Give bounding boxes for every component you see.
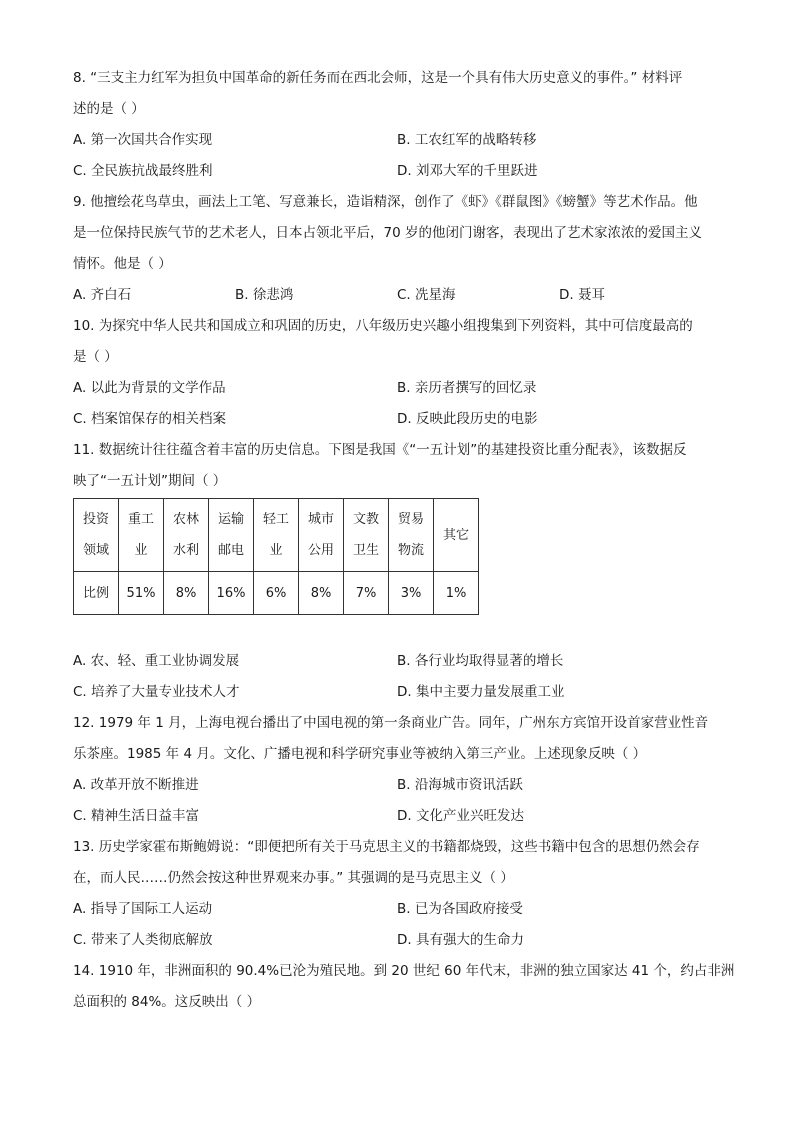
q12-option-a: A. 改革开放不断推进 (73, 777, 199, 793)
table-cell: 7% (344, 572, 389, 615)
table-header-cell: 贸易 物流 (389, 499, 434, 572)
table-cell: 8% (299, 572, 344, 615)
table-header-cell: 城市 公用 (299, 499, 344, 572)
q9-option-a: A. 齐白石 (73, 287, 132, 303)
q9-stem-line3: 情怀。他是（ ） (73, 256, 172, 272)
q9-option-b: B. 徐悲鸿 (235, 287, 294, 303)
q10-option-b: B. 亲历者撰写的回忆录 (397, 380, 537, 396)
q14-stem-line2: 总面积的 84%。这反映出（ ） (73, 994, 261, 1010)
q13-stem-line2: 在，而人民……仍然会按这种世界观来办事。” 其强调的是马克思主义（ ） (73, 870, 514, 886)
table-header-cell: 轻工 业 (254, 499, 299, 572)
q9-stem-line1: 9. 他擅绘花鸟草虫，画法上工笔、写意兼长，造诣精深，创作了《虾》《群鼠图》《螃蟹》等艺术作品。他 (73, 194, 698, 210)
q9-option-d: D. 聂耳 (559, 287, 605, 303)
q13-option-b: B. 已为各国政府接受 (397, 901, 523, 917)
table-row (74, 572, 479, 615)
q12-stem-line1: 12. 1979 年 1 月，上海电视台播出了中国电视的第一条商业广告。同年，广州东方宾馆开设首家营业性音 (73, 715, 709, 731)
q8-option-d: D. 刘邓大军的千里跃进 (397, 163, 538, 179)
table-cell: 51% (119, 572, 164, 615)
q8-option-c: C. 全民族抗战最终胜利 (73, 163, 213, 179)
table-cell: 1% (434, 572, 479, 615)
q10-option-a: A. 以此为背景的文学作品 (73, 380, 226, 396)
table-header-cell: 重工 业 (119, 499, 164, 572)
table-header-cell: 运输 邮电 (209, 499, 254, 572)
q14-stem-line1: 14. 1910 年，非洲面积的 90.4%已沦为殖民地。到 20 世纪 60 年代末，非洲的独立国家达 41 个，约占非洲 (73, 963, 735, 979)
investment-table (73, 498, 479, 615)
q11-stem-line2: 映了“一五计划”期间（ ） (73, 473, 227, 489)
table-header-cell: 文教 卫生 (344, 499, 389, 572)
q10-stem-line2: 是（ ） (73, 349, 118, 365)
q12-option-b: B. 沿海城市资讯活跃 (397, 777, 523, 793)
q12-option-c: C. 精神生活日益丰富 (73, 808, 200, 824)
q10-stem-line1: 10. 为探究中华人民共和国成立和巩固的历史，八年级历史兴趣小组搜集到下列资料，其中可信度最高的 (73, 318, 693, 334)
table-header-row (74, 499, 479, 572)
table-header-cell: 投资 领域 (74, 499, 119, 572)
q11-option-b: B. 各行业均取得显著的增长 (397, 653, 564, 669)
table-cell: 16% (209, 572, 254, 615)
q12-stem-line2: 乐茶座。1985 年 4 月。文化、广播电视和科学研究事业等被纳入第三产业。上述现象反映（ ） (73, 746, 647, 762)
q13-option-a: A. 指导了国际工人运动 (73, 901, 213, 917)
q13-option-c: C. 带来了人类彻底解放 (73, 932, 213, 948)
table-header-cell: 其它 (434, 499, 479, 572)
table-cell: 8% (164, 572, 209, 615)
q9-option-c: C. 冼星海 (397, 287, 456, 303)
table-cell: 6% (254, 572, 299, 615)
table-cell: 比例 (74, 572, 119, 615)
q12-option-d: D. 文化产业兴旺发达 (397, 808, 524, 824)
q8-stem-line2: 述的是（ ） (73, 101, 145, 117)
q8-option-a: A. 第一次国共合作实现 (73, 132, 213, 148)
table-header-cell: 农林 水利 (164, 499, 209, 572)
q10-option-d: D. 反映此段历史的电影 (397, 411, 538, 427)
q13-stem-line1: 13. 历史学家霍布斯鲍姆说：“即便把所有关于马克思主义的书籍都烧毁，这些书籍中包含的思想仍然会存 (73, 839, 700, 855)
q11-option-c: C. 培养了大量专业技术人才 (73, 684, 240, 700)
q11-option-d: D. 集中主要力量发展重工业 (397, 684, 565, 700)
q10-option-c: C. 档案馆保存的相关档案 (73, 411, 227, 427)
q11-option-a: A. 农、轻、重工业协调发展 (73, 653, 240, 669)
q8-option-b: B. 工农红军的战略转移 (397, 132, 537, 148)
q9-stem-line2: 是一位保持民族气节的艺术老人，日本占领北平后，70 岁的他闭门谢客，表现出了艺术家浓浓的爱国主义 (73, 225, 702, 241)
q8-stem-line1: 8. “三支主力红军为担负中国革命的新任务而在西北会师，这是一个具有伟大历史意义的事件。” 材料评 (73, 70, 683, 86)
q13-option-d: D. 具有强大的生命力 (397, 932, 524, 948)
table-cell: 3% (389, 572, 434, 615)
q11-stem-line1: 11. 数据统计往往蕴含着丰富的历史信息。下图是我国《“一五计划”的基建投资比重分配表》，该数据反 (73, 442, 687, 458)
